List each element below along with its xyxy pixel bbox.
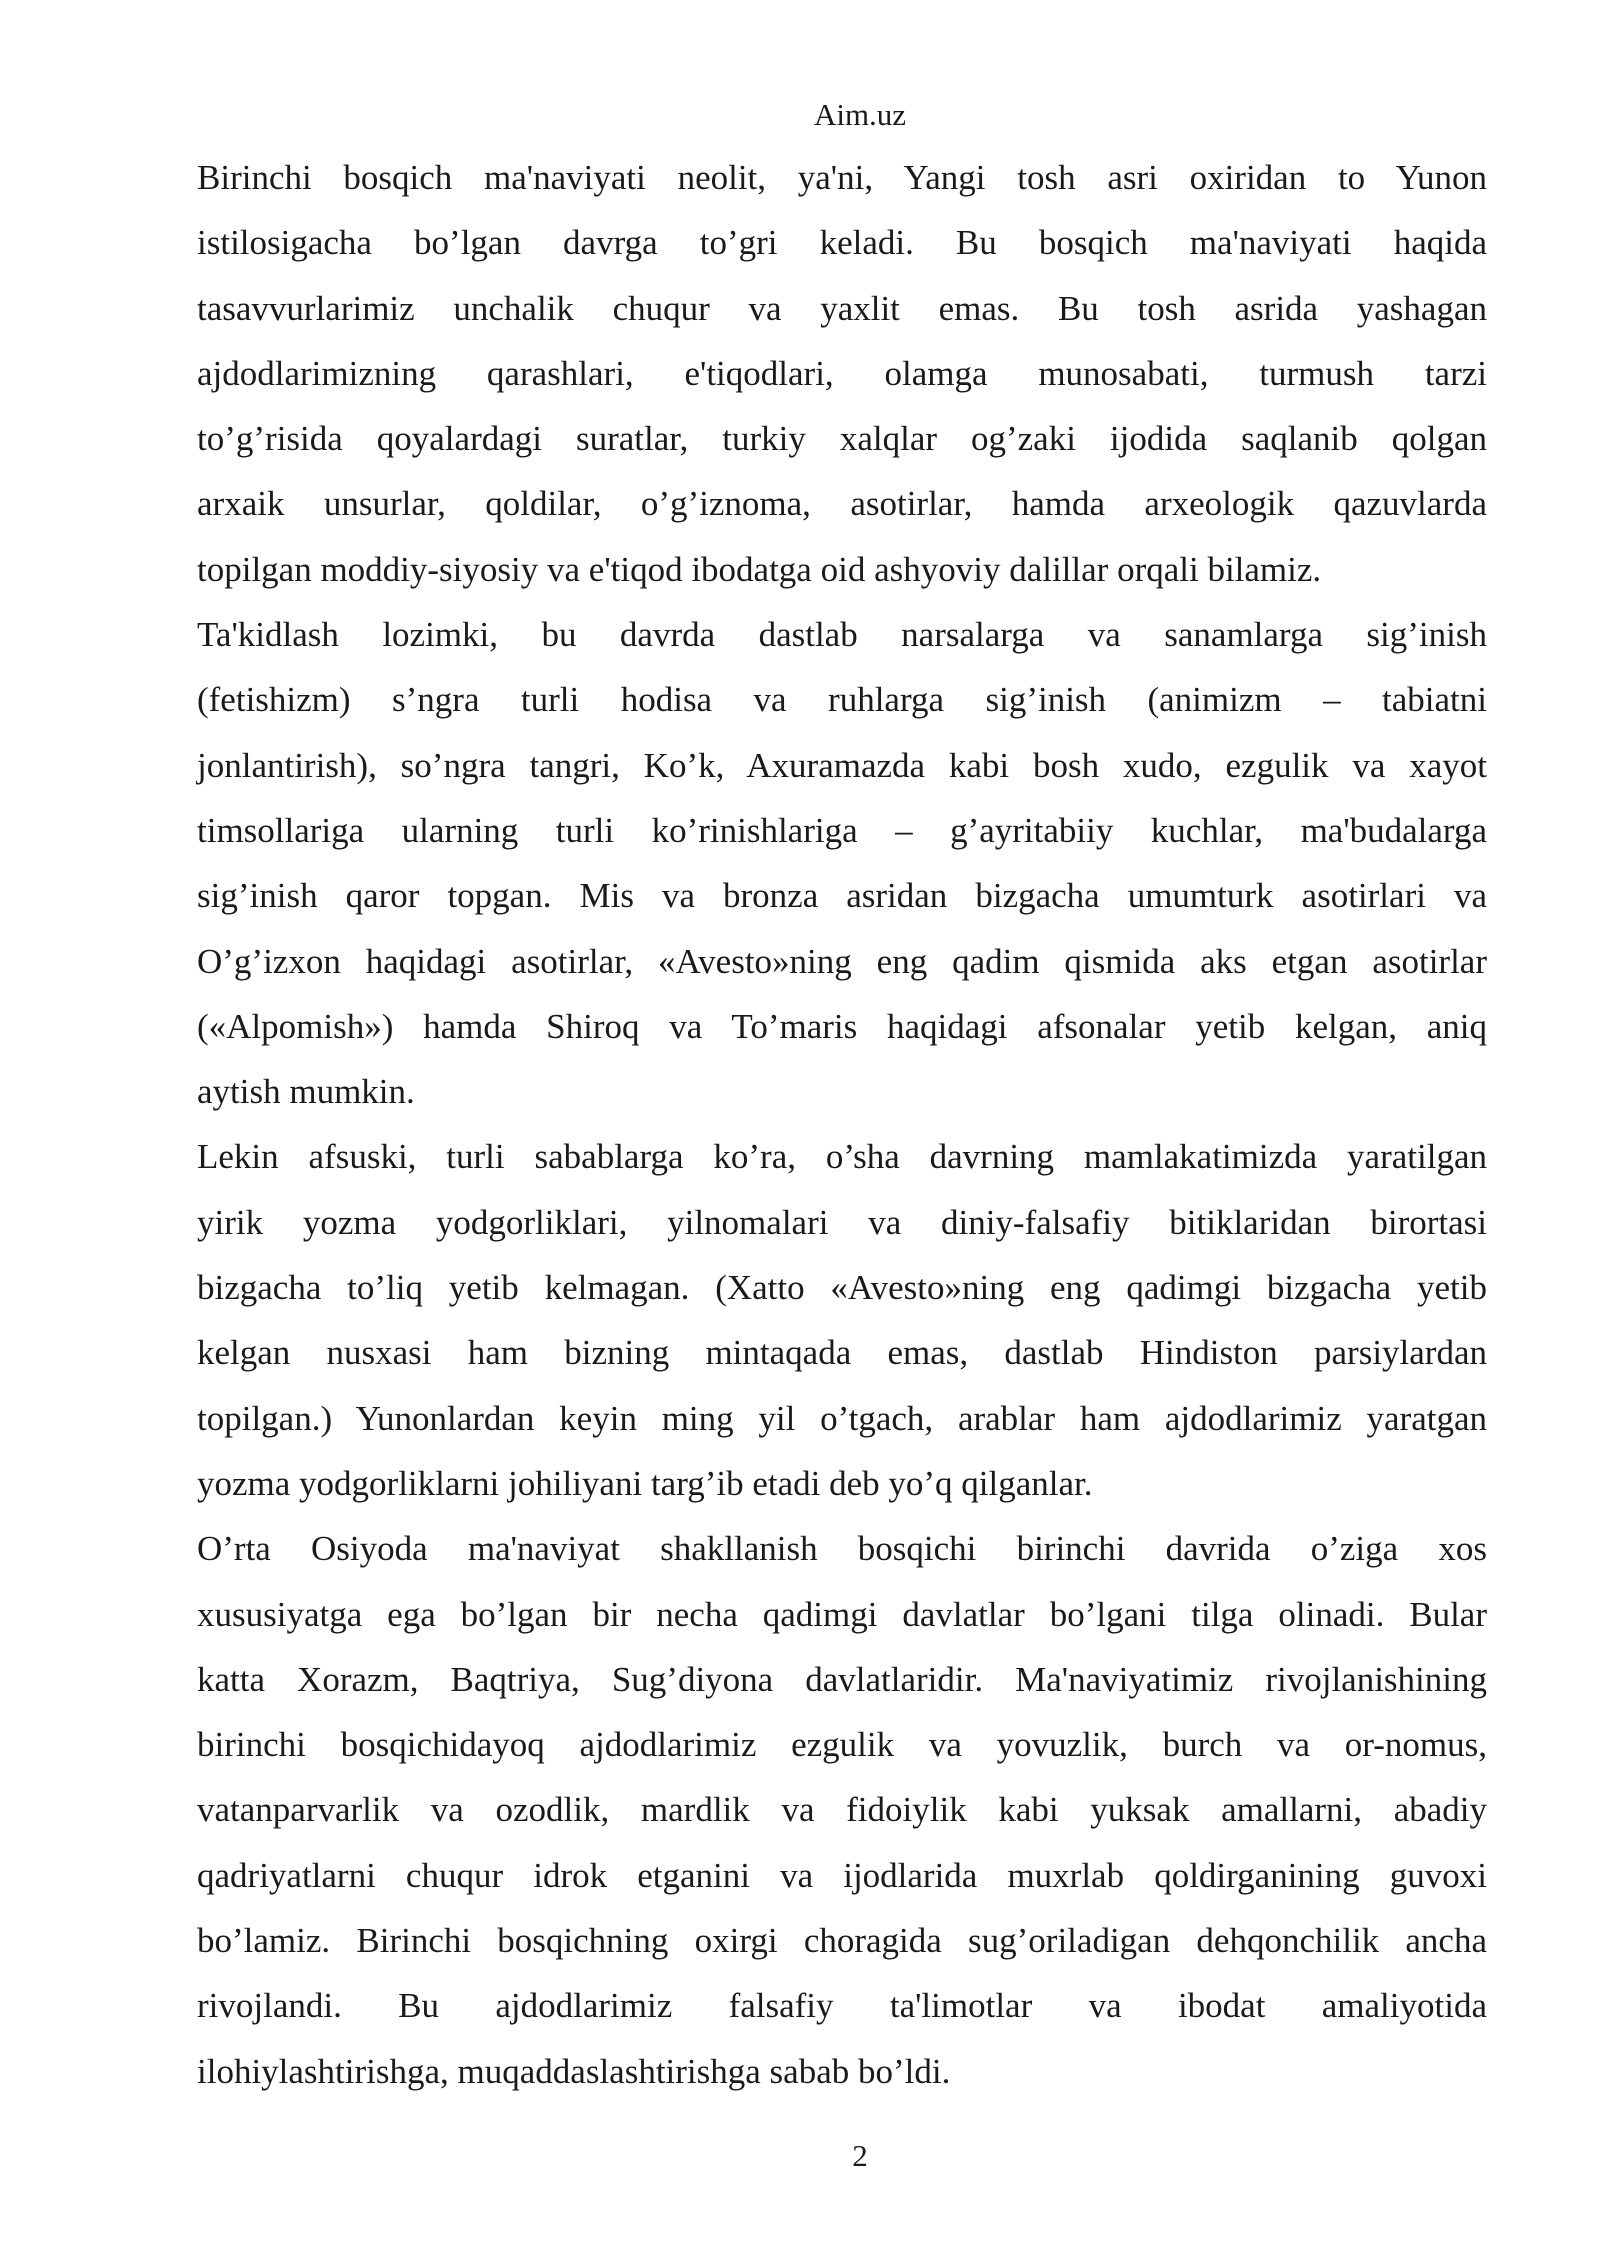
page-number: 2: [852, 2138, 868, 2173]
text-line: Birinchi bosqich ma'naviyati neolit, ya'ni, Yangi tosh asri oxiridan to Yunon: [197, 158, 1487, 197]
text-line: O’g’izxon haqidagi asotirlar, «Avesto»ning eng qadim qismida aks etgan asotirlar: [197, 941, 1487, 981]
paragraph: [197, 150, 1487, 607]
text-line: O’rta Osiyoda ma'naviyat shakllanish bosqichi birinchi davrida o’ziga xos: [197, 1529, 1487, 1569]
text-line: ajdodlarimizning qarashlari, e'tiqodlari, olamga munosabati, turmush tarzi: [197, 353, 1487, 393]
paragraph: [197, 607, 1487, 1129]
text-line: timsollariga ularning turli ko’rinishlariga – g’ayritabiiy kuchlar, ma'budalarga: [197, 810, 1487, 850]
text-line: istilosigacha bo’lgan davrga to’gri keladi. Bu bosqich ma'naviyati haqida: [197, 223, 1487, 263]
text-line: vatanparvarlik va ozodlik, mardlik va fidoiylik kabi yuksak amallarni, abadiy: [197, 1790, 1487, 1830]
text-line: bizgacha to’liq yetib kelmagan. (Xatto «Avesto»ning eng qadimgi bizgacha yetib: [197, 1268, 1487, 1308]
text-line: katta Xorazm, Baqtriya, Sug’diyona davlatlaridir. Ma'naviyatimiz rivojlanishining: [197, 1659, 1487, 1699]
text-line: bo’lamiz. Birinchi bosqichning oxirgi choragida sug’oriladigan dehqonchilik ancha: [197, 1921, 1487, 1961]
text-line: to’g’risida qoyalardagi suratlar, turkiy xalqlar og’zaki ijodida saqlanib qolgan: [197, 419, 1487, 459]
document-body: [197, 150, 1487, 2109]
text-line: arxaik unsurlar, qoldilar, o’g’iznoma, asotirlar, hamda arxeologik qazuvlarda: [197, 484, 1487, 524]
text-line: kelgan nusxasi ham bizning mintaqada emas, dastlab Hindiston parsiylardan: [197, 1333, 1487, 1373]
paragraph: [197, 1521, 1487, 2109]
text-line: yozma yodgorliklarni johiliyani targ’ib etadi deb yo’q qilganlar.: [197, 1463, 1093, 1503]
text-line: rivojlandi. Bu ajdodlarimiz falsafiy ta'limotlar va ibodat amaliyotida: [197, 1986, 1487, 2026]
text-line: xususiyatga ega bo’lgan bir necha qadimgi davlatlar bo’lgani tilga olinadi. Bular: [197, 1594, 1487, 1634]
text-line: birinchi bosqichidayoq ajdodlarimiz ezgulik va yovuzlik, burch va or-nomus,: [197, 1725, 1487, 1765]
text-line: sig’inish qaror topgan. Mis va bronza asridan bizgacha umumturk asotirlari va: [197, 876, 1487, 916]
text-line: Ta'kidlash lozimki, bu davrda dastlab narsalarga va sanamlarga sig’inish: [197, 615, 1487, 655]
text-line: yirik yozma yodgorliklari, yilnomalari va diniy-falsafiy bitiklaridan birortasi: [197, 1202, 1487, 1242]
text-line: aytish mumkin.: [197, 1072, 415, 1112]
text-line: Lekin afsuski, turli sabablarga ko’ra, o’sha davrning mamlakatimizda yaratilgan: [197, 1137, 1487, 1177]
text-line: jonlantirish), so’ngra tangri, Ko’k, Axuramazda kabi bosh xudo, ezgulik va xayot: [197, 745, 1487, 785]
page-header: Aim.uz: [813, 97, 907, 132]
paragraph: [197, 1129, 1487, 1521]
text-line: tasavvurlarimiz unchalik chuqur va yaxlit emas. Bu tosh asrida yashagan: [197, 288, 1487, 328]
text-line: («Alpomish») hamda Shiroq va To’maris haqidagi afsonalar yetib kelgan, aniq: [197, 1006, 1487, 1046]
text-line: ilohiylashtirishga, muqaddaslashtirishga sabab bo’ldi.: [197, 2051, 951, 2091]
text-line: topilgan moddiy-siyosiy va e'tiqod ibodatga oid ashyoviy dalillar orqali bilamiz.: [197, 549, 1322, 589]
text-line: (fetishizm) s’ngra turli hodisa va ruhlarga sig’inish (animizm – tabiatni: [197, 680, 1487, 720]
text-line: topilgan.) Yunonlardan keyin ming yil o’tgach, arablar ham ajdodlarimiz yaratgan: [197, 1398, 1487, 1438]
text-line: qadriyatlarni chuqur idrok etganini va ijodlarida muxrlab qoldirganining guvoxi: [197, 1855, 1487, 1895]
